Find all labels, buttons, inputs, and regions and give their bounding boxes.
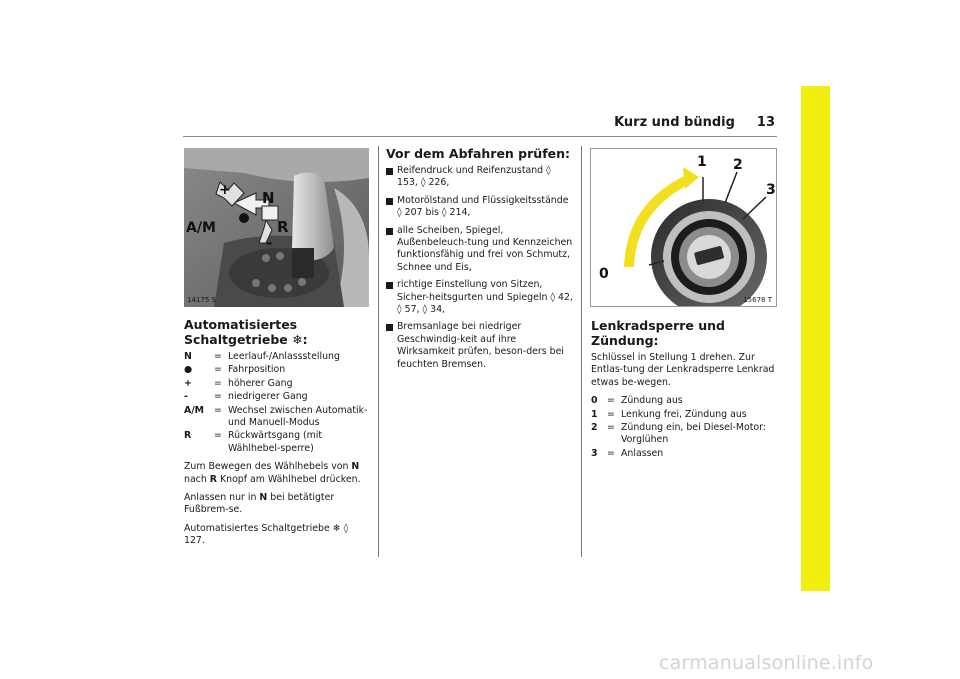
paragraph-reference: Automatisiertes Schaltgetriebe ❄ ◊ 127. [184, 522, 349, 547]
section-title: Kurz und bündig [614, 115, 735, 130]
middle-column [386, 146, 574, 376]
right-column [591, 318, 779, 461]
def-row: A/M = Wechsel zwischen Automatik- und Manuell-Modus [184, 405, 372, 430]
drive-dot-icon [239, 213, 249, 223]
def-key: + [184, 377, 192, 389]
position-1-label: 1 [697, 154, 707, 170]
position-2-label: 2 [733, 157, 743, 173]
list-item: Bremsanlage bei niedriger Geschwindig-keit auf ihre Wirksamkeit prüfen, beson-ders bei feuchten Bremsen. [386, 321, 574, 371]
r-label: R [277, 218, 289, 236]
ignition-intro: Schlüssel in Stellung 1 drehen. Zur Entlas-tung der Lenkradsperre Lenkrad etwas be-wegen. [591, 352, 775, 388]
header-rule [183, 136, 777, 137]
ignition-image [590, 148, 777, 307]
list-item: Motorölstand und Flüssigkeitsstände ◊ 207 bis ◊ 214, [386, 195, 574, 220]
def-value: Anlassen [621, 447, 664, 459]
list-item: richtige Einstellung von Sitzen, Sicher-heitsgurten und Spiegeln ◊ 42, ◊ 57, ◊ 34, [386, 279, 574, 316]
column-divider-left [378, 146, 379, 557]
def-row: + = höherer Gang [184, 378, 372, 390]
def-key: A/M [184, 404, 205, 416]
def-row: 2 = Zündung ein, bei Diesel-Motor: Vorglühen [591, 422, 779, 447]
paragraph-shift: Zum Bewegen des Wählhebels von N nach R Knopf am Wählhebel drücken. [184, 461, 361, 485]
watermark-footer[interactable]: carmanualsonline.info [659, 652, 874, 674]
def-row: 3 = Anlassen [591, 448, 779, 460]
am-label: A/M [186, 220, 216, 236]
def-value: Zündung aus [621, 395, 683, 407]
checklist-heading: Vor dem Abfahren prüfen: [386, 146, 571, 161]
list-item: Reifendruck und Reifenzustand ◊ 153, ◊ 226, [386, 165, 574, 190]
left-column [184, 317, 372, 554]
def-value: Wechsel zwischen Automatik- und Manuell-Modus [228, 404, 368, 429]
transmission-heading [184, 317, 372, 347]
column-divider-right [581, 146, 582, 557]
def-key: R [184, 430, 192, 442]
position-0-label: 0 [599, 266, 609, 282]
minus-label: - [266, 234, 273, 252]
def-row: R = Rückwärtsgang (mit Wählhebel-sperre) [184, 430, 372, 455]
gear-shift-image [184, 148, 369, 307]
def-value: Rückwärtsgang (mit Wählhebel-sperre) [228, 430, 323, 454]
def-row: - = niedrigerer Gang [184, 391, 372, 403]
transmission-heading-text: Automatisiertes Schaltgetriebe [184, 317, 298, 347]
paragraph-start: Anlassen nur in N bei betätigter Fußbrem-se. [184, 492, 335, 516]
def-key: 0 [591, 395, 598, 407]
ignition-heading: Lenkradsperre und Zündung: [591, 318, 725, 348]
page-number: 13 [756, 115, 775, 130]
def-value: Leerlauf-/Anlassstellung [228, 351, 340, 362]
n-label: N [262, 189, 275, 207]
chapter-tab [801, 86, 830, 591]
position-3-label: 3 [766, 182, 776, 198]
def-value: Lenkung frei, Zündung aus [621, 408, 747, 420]
image-code: 15678 T [743, 296, 772, 304]
def-row: N = Leerlauf-/Anlassstellung [184, 351, 372, 363]
image-code: 14175 S [187, 296, 216, 304]
def-key: 1 [591, 408, 598, 420]
def-row: ● = Fahrposition [184, 364, 372, 376]
def-row: 1 = Lenkung frei, Zündung aus [591, 409, 779, 421]
def-key: 3 [591, 447, 598, 459]
def-key: ● [184, 364, 193, 376]
list-item: alle Scheiben, Spiegel, Außenbeleuch-tung und Kennzeichen funktionsfähig und frei von Schmutz, Schnee und Eis, [386, 225, 574, 275]
def-value: niedrigerer Gang [228, 391, 308, 403]
def-value: Fahrposition [228, 364, 286, 376]
def-key: N [184, 351, 192, 362]
ignition-defs [591, 395, 779, 460]
transmission-defs [184, 351, 372, 455]
def-row: 0 = Zündung aus [591, 395, 779, 407]
def-key: 2 [591, 422, 598, 434]
page-header [614, 115, 775, 130]
def-value: Zündung ein, bei Diesel-Motor: Vorglühen [621, 422, 766, 446]
def-value: höherer Gang [228, 377, 293, 389]
snowflake-icon: ❄: [292, 332, 308, 347]
def-key: - [184, 391, 188, 403]
checklist [386, 165, 574, 371]
plus-label: + [219, 182, 231, 198]
